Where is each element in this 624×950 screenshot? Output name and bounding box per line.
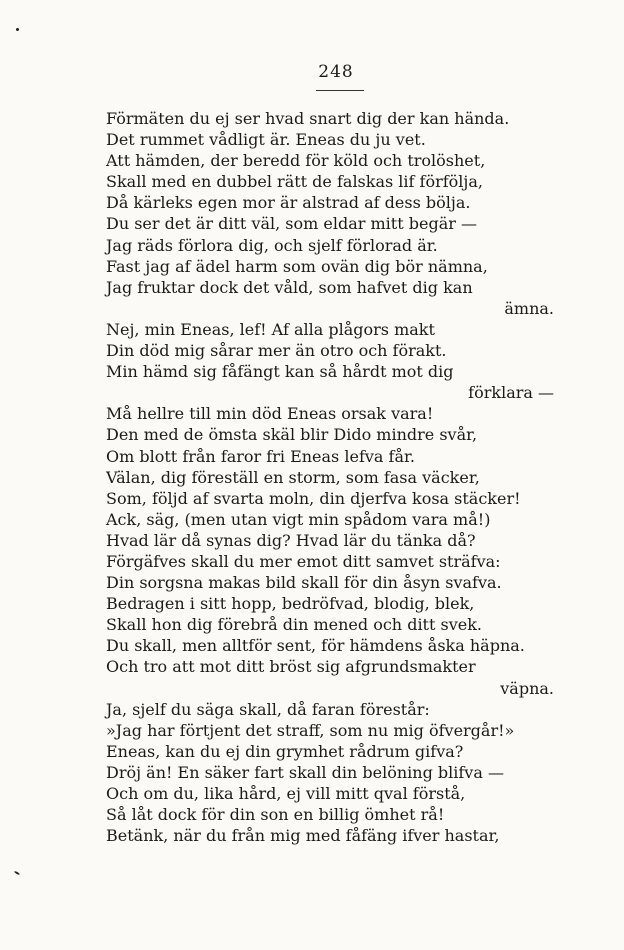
verse-line: Hvad lär då synas dig? Hvad lär du tänka då? (106, 530, 476, 550)
verse-line: Välan, dig föreställ en storm, som fasa väcker, (106, 467, 480, 487)
verse-line: Jag räds förlora dig, och sjelf förlorad är. (106, 235, 438, 255)
verse-line: Du ser det är ditt väl, som eldar mitt begär — (106, 214, 477, 234)
verse-line: Skall hon dig förebrå din mened och ditt svek. (106, 615, 482, 635)
verse-line: Dröj än! En säker fart skall din belöning blifva — (106, 762, 504, 782)
verse-line: Skall med en dubbel rätt de falskas lif förfölja, (106, 172, 483, 192)
print-speck (14, 871, 20, 876)
verse-line: Om blott från faror fri Eneas lefva får. (106, 446, 415, 466)
header-rule (316, 90, 364, 91)
verse-line: Betänk, när du från mig med fåfäng ifver hastar, (106, 826, 500, 846)
verse-line: Förmäten du ej ser hvad snart dig der kan hända. (106, 109, 510, 128)
verse-line: Förgäfves skall du mer emot ditt samvet sträfva: (106, 551, 501, 571)
verse-line: »Jag har förtjent det straff, som nu mig öfvergår!» (106, 720, 515, 740)
verse-line: Må hellre till min död Eneas orsak vara! (106, 404, 434, 424)
verse-line: Fast jag af ädel harm som ovän dig bör nämna, (106, 256, 488, 276)
verse-line: Och om du, lika hård, ej vill mitt qval förstå, (106, 784, 466, 803)
print-speck (16, 28, 19, 31)
verse-line-continuation: förklara — (468, 383, 554, 403)
verse-line: Som, följd af svarta moln, din djerfva kosa stäcker! (106, 488, 521, 508)
verse-line: Du skall, men alltför sent, för hämdens åska häpna. (106, 636, 525, 656)
verse-line: Då kärlеks egen mor är alstrad af dess bölja. (106, 193, 471, 213)
verse-line: Att hämden, der beredd för köld och trolöshet, (106, 151, 486, 171)
verse-line: Din sorgsna makas bild skall för din åsyn svafva. (106, 573, 502, 593)
verse-line: Den med de ömsta skäl blir Dido mindre svår, (106, 425, 478, 445)
page-number: 248 (318, 62, 354, 82)
verse-line: Din död mig sårar mer än otro och förakt. (106, 341, 447, 361)
verse-line: Så låt dock för din son en billig ömhet rå! (106, 805, 445, 825)
verse-line-continuation: ämna. (504, 298, 554, 318)
verse-line: Nej, min Eneas, lef! Af alla plågors makt (106, 319, 435, 339)
verse-line: Och tro att mot ditt bröst sig afgrundsmakter (106, 657, 476, 677)
verse-line: Bedragen i sitt hopp, bedröfvad, blodig, blek, (106, 594, 475, 614)
verse-line: Jag fruktar dock det våld, som hafvet dig kan (106, 277, 473, 297)
verse-line: Ack, säg, (men utan vigt min spådom vara må!) (106, 509, 491, 529)
poem-body (106, 108, 576, 846)
verse-line: Min hämd sig fåfängt kan så hårdt mot dig (106, 362, 454, 382)
verse-line: Det rummet vådligt är. Eneas du ju vet. (106, 130, 426, 150)
verse-line-continuation: väpna. (500, 678, 554, 698)
verse-line: Eneas, kan du ej din grymhet rådrum gifva? (106, 741, 464, 761)
verse-line: Ja, sjelf du säga skall, då faran förestår: (106, 699, 430, 719)
